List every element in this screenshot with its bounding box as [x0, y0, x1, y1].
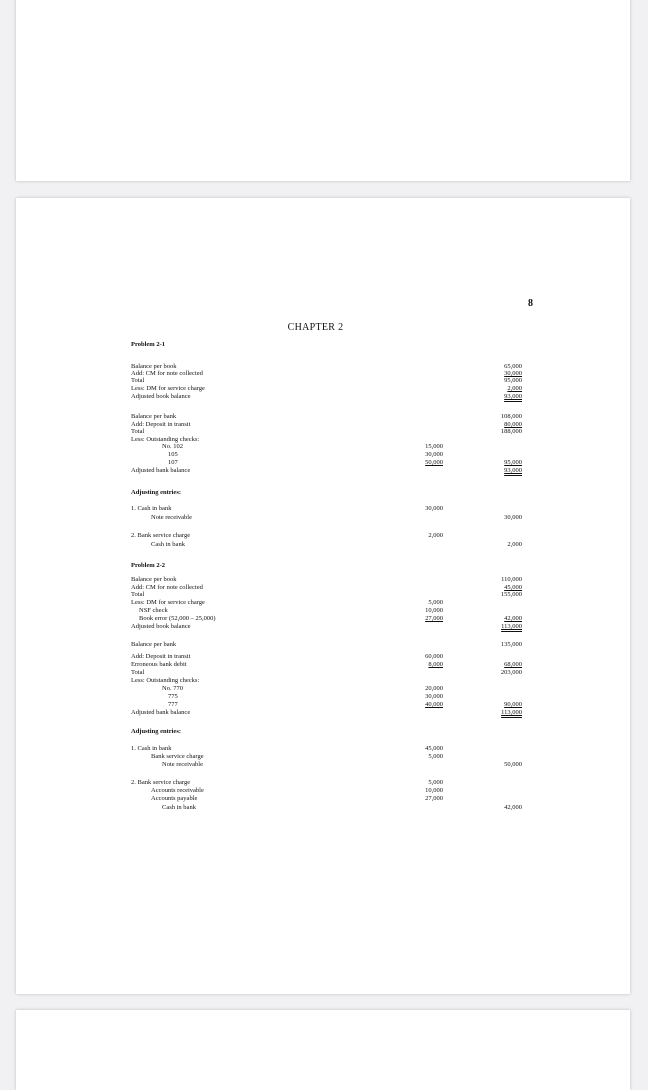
line-label: Bank service charge	[151, 753, 204, 760]
amount-column-1: 60,000	[425, 653, 443, 660]
amount-column-1: 27,000	[425, 795, 443, 802]
amount-column-2: 93,000	[504, 467, 522, 474]
line-label: Balance per bank	[131, 413, 177, 420]
line-label: Note receivable	[151, 514, 192, 521]
line-label: Less: Outstanding checks:	[131, 677, 200, 684]
ledger-line	[88, 392, 543, 401]
ledger-line	[88, 803, 543, 812]
line-label: Note receivable	[162, 761, 203, 768]
line-label: 107	[168, 459, 178, 466]
ledger-line	[88, 466, 543, 475]
amount-column-2: 45,000	[504, 584, 522, 591]
line-label: Accounts payable	[151, 795, 198, 802]
line-label: 2. Bank service charge	[131, 532, 191, 539]
previous-page	[16, 0, 630, 181]
ledger-line	[88, 622, 543, 631]
line-label: Balance per book	[131, 363, 177, 370]
line-label: Less: Outstanding checks:	[131, 436, 200, 443]
amount-column-1: 10,000	[425, 787, 443, 794]
line-label: NSF check	[139, 607, 168, 614]
line-label: Cash in bank	[162, 804, 196, 811]
amount-column-2: 42,000	[504, 615, 522, 622]
amount-column-1: 30,000	[425, 505, 443, 512]
amount-column-1: 8,000	[428, 661, 443, 668]
line-label: Total	[131, 591, 145, 598]
chapter-heading: CHAPTER 2	[287, 322, 344, 333]
line-label: Add: Deposit in transit	[131, 653, 191, 660]
line-label: Less: DM for service charge	[131, 599, 205, 606]
ledger-line	[88, 540, 543, 549]
line-label: 775	[168, 693, 178, 700]
line-label: Total	[131, 377, 145, 384]
amount-column-1: 10,000	[425, 607, 443, 614]
line-label: Accounts receivable	[151, 787, 204, 794]
amount-column-2: 50,000	[504, 761, 522, 768]
amount-column-2: 65,000	[504, 363, 522, 370]
amount-column-2: 42,000	[504, 804, 522, 811]
page-number: 8	[528, 298, 533, 309]
ledger-line	[88, 531, 543, 540]
line-label: Problem 2-2	[131, 562, 165, 569]
amount-column-2: 93,000	[504, 393, 522, 400]
line-label: Problem 2-1	[131, 341, 165, 348]
ledger-line	[88, 513, 543, 522]
amount-column-1: 30,000	[425, 693, 443, 700]
line-label: 1. Cash in bank	[131, 745, 172, 752]
line-label: Total	[131, 669, 145, 676]
ledger-line	[88, 488, 543, 497]
amount-column-2: 95,000	[504, 459, 522, 466]
scanned-worksheet	[88, 272, 543, 870]
line-label: Add: Deposit in transit	[131, 421, 191, 428]
amount-column-1: 45,000	[425, 745, 443, 752]
amount-column-2: 95,000	[504, 377, 522, 384]
amount-column-2: 155,000	[500, 591, 522, 598]
line-label: 777	[168, 701, 178, 708]
ledger-line	[88, 708, 543, 717]
line-label: Adjusted book balance	[131, 393, 191, 400]
ledger-line	[88, 727, 543, 736]
line-label: Cash in bank	[151, 541, 185, 548]
amount-column-2: 90,000	[504, 701, 522, 708]
amount-column-1: 27,000	[425, 615, 443, 622]
line-label: Balance per bank	[131, 641, 177, 648]
line-label: 1. Cash in bank	[131, 505, 172, 512]
line-label: 105	[168, 451, 178, 458]
amount-column-2: 2,000	[507, 541, 522, 548]
line-label: No. 770	[162, 685, 183, 692]
amount-column-2: 135,000	[500, 641, 522, 648]
line-label: Add: CM for note collected	[131, 370, 203, 377]
amount-column-2: 108,000	[500, 413, 522, 420]
ledger-line	[88, 640, 543, 649]
line-label: Less: DM for service charge	[131, 385, 205, 392]
line-label: Balance per book	[131, 576, 177, 583]
amount-column-1: 5,000	[428, 779, 443, 786]
amount-column-2: 113,000	[501, 623, 522, 630]
amount-column-1: 50,000	[425, 459, 443, 466]
next-page	[16, 1010, 630, 1090]
amount-column-2: 188,000	[500, 428, 522, 435]
ledger-line	[88, 340, 543, 349]
amount-column-1: 40,000	[425, 701, 443, 708]
amount-column-2: 68,000	[504, 661, 522, 668]
amount-column-1: 2,000	[428, 532, 443, 539]
amount-column-1: 15,000	[425, 443, 443, 450]
amount-column-1: 30,000	[425, 451, 443, 458]
line-label: Adjusted book balance	[131, 623, 191, 630]
line-label: Adjusting entries:	[131, 728, 182, 735]
line-label: Book error (52,000 – 25,000)	[139, 615, 216, 622]
amount-column-1: 5,000	[428, 599, 443, 606]
document-page	[16, 198, 630, 994]
amount-column-2: 30,000	[504, 370, 522, 377]
amount-column-2: 30,000	[504, 514, 522, 521]
amount-column-1: 20,000	[425, 685, 443, 692]
amount-column-2: 113,000	[501, 709, 522, 716]
ledger-line	[88, 561, 543, 570]
line-label: Add: CM for note collected	[131, 584, 203, 591]
amount-column-2: 110,000	[501, 576, 522, 583]
ledger-line	[88, 760, 543, 769]
line-label: 2. Bank service charge	[131, 779, 191, 786]
amount-column-1: 5,000	[428, 753, 443, 760]
line-label: Adjusting entries:	[131, 489, 182, 496]
amount-column-2: 203,000	[500, 669, 522, 676]
line-label: Adjusted bank balance	[131, 467, 191, 474]
ledger-line	[88, 794, 543, 803]
line-label: No. 102	[162, 443, 183, 450]
line-label: Adjusted bank balance	[131, 709, 191, 716]
line-label: Total	[131, 428, 145, 435]
amount-column-2: 2,000	[507, 385, 522, 392]
line-label: Erroneous bank debit	[131, 661, 187, 668]
ledger-line	[88, 504, 543, 513]
amount-column-2: 80,000	[504, 421, 522, 428]
